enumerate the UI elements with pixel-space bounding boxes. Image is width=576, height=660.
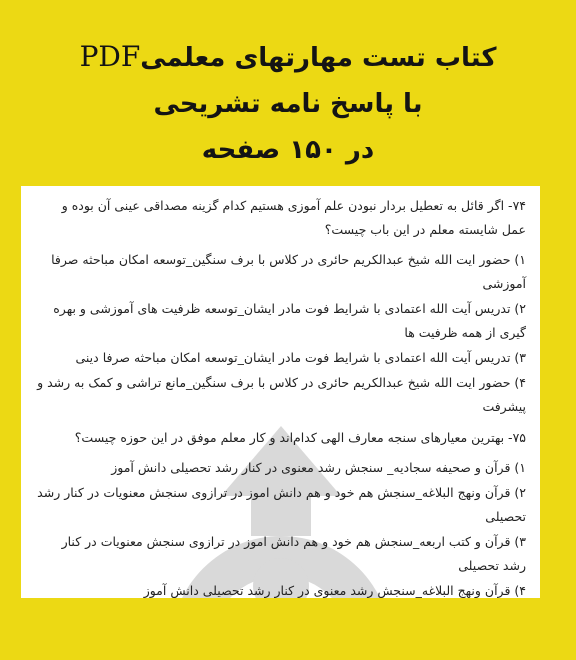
question-75-option-3: ۳) قرآن و کتب اربعه_سنجش هم خود و هم دانش اموز در ترازوی سنجش معنویات در کنار رشد تحصیلی	[61, 534, 526, 573]
question-74-option-2: ۲) تدریس آیت الله اعتمادی با شرایط فوت مادر ایشان_توسعه ظرفیت های آموزشی و بهره گیری از همه ظرفیت ها	[53, 301, 526, 340]
question-74-option-3: ۳) تدریس آیت الله اعتمادی با شرایط فوت مادر ایشان_توسعه امکان مباحثه صرفا دینی	[75, 350, 526, 365]
question-75-option-1: ۱) قرآن و صحیفه سجادیه_ سنجش رشد معنوی در کنار رشد تحصیلی دانش آموز	[111, 460, 526, 475]
question-74-option-1: ۱) حضور ایت الله شیخ عبدالکریم حائری در کلاس با برف سنگین_توسعه امکان مباحثه صرفا آموزشی	[51, 252, 526, 291]
document-page-preview	[21, 186, 540, 598]
question-75: ۷۵- بهترین معیارهای سنجه معارف الهی کدام‌اند و کار معلم موفق در این حوزه چیست؟	[74, 430, 526, 445]
title-line-1	[0, 34, 576, 81]
title-line-3: در ۱۵۰ صفحه	[201, 135, 375, 165]
page-title	[0, 34, 576, 173]
title-text: کتاب تست مهارتهای معلمی	[140, 43, 497, 73]
question-74: ۷۴- اگر قائل به تعطیل بردار نبودن علم آموزی هستیم کدام گزینه مصداقی عینی آن بوده و عمل شایسته معلم در این باب چیست؟	[61, 198, 526, 237]
question-75-option-2: ۲) قرآن ونهج البلاغه_سنجش هم خود و هم دانش اموز در ترازوی سنجش معنویات در کنار رشد تحصیلی	[37, 485, 526, 524]
questions-content	[35, 194, 526, 598]
question-75-option-4: ۴) قرآن ونهج البلاغه_سنجش رشد معنوی در کنار رشد تحصیلی دانش آموز	[143, 583, 526, 598]
question-74-option-4: ۴) حضور ایت الله شیخ عبدالکریم حائری در کلاس با برف سنگین_مانع تراشی و کمک به رشد و پیشرفت	[37, 375, 526, 414]
pdf-label: PDF	[79, 40, 141, 73]
title-line-2: با پاسخ نامه تشریحی	[153, 89, 423, 119]
